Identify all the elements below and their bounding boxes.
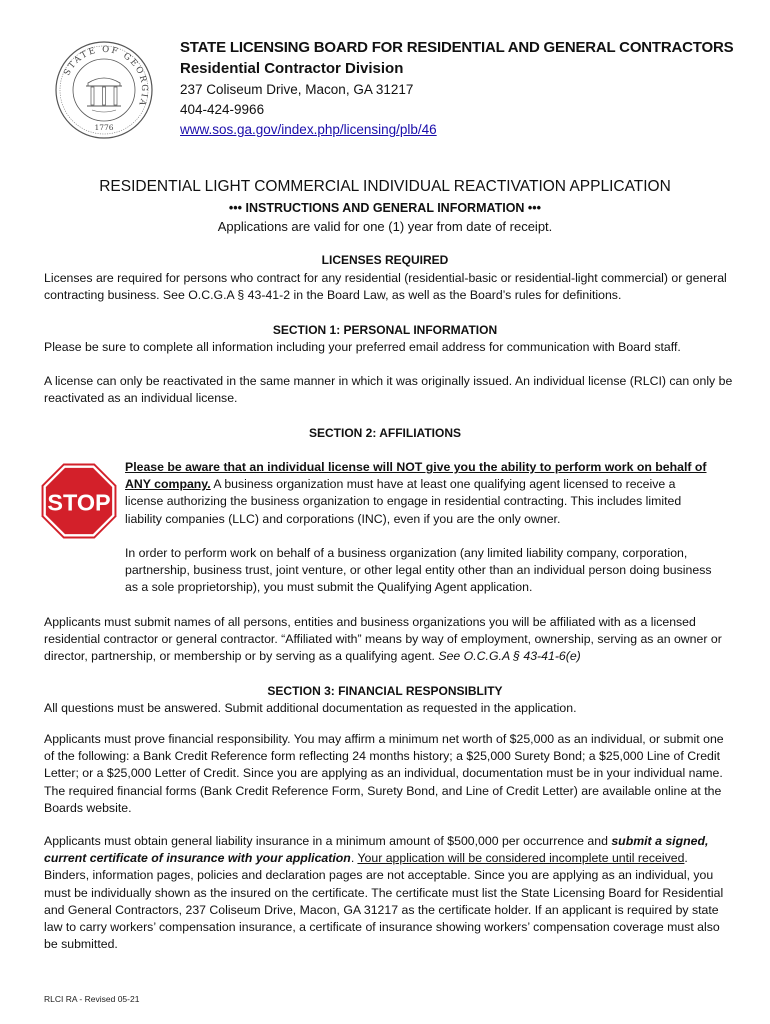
insurance-text-a: Applicants must obtain general liability insurance in a minimum amount of $500,000 per occurrence and <box>44 834 612 848</box>
instructions-heading: ••• INSTRUCTIONS AND GENERAL INFORMATION ••• <box>228 201 542 215</box>
licenses-required-text: Licenses are required for persons who contract for any residential (residential-basic or residential-light commercial) or general contracting business. See O.C.G.A § 43-41-2 in the Board Law, as well as the Board’s rules for definitions. <box>44 271 727 303</box>
letterhead <box>180 38 760 140</box>
stop-sign-text: STOP <box>47 489 111 516</box>
section3-paragraph-3 <box>44 833 734 953</box>
affiliations-text: Applicants must submit names of all persons, entities and business organizations you will be affiliated with as a licensed residential contractor or general contractor. “Affiliated with” means by way of employment, ownership, serving as an owner or director, partnership, or membership or by serving as a qualifying agent. <box>44 615 722 664</box>
insurance-text-e: . Binders, information pages, policies and declaration pages are not acceptable. Since you are applying as an individual, you must be individually shown as the insured on the certificate. The certificate must list the State Licensing Board for Residential and General Contractors, 237 Coliseum Drive, Macon, GA 31217 as the certificate holder. If an applicant is required by state law to carry workers’ compensation insurance, a certificate of insurance showing workers’ compensation coverage must also be submitted. <box>44 851 724 952</box>
section3-paragraph-2: Applicants must prove financial responsibility. You may affirm a minimum net worth of $25,000 as an individual, or submit one of the following: a Bank Credit Reference form reflecting 24 months history; a $25,000 Surety Bond; a $25,000 Line of Credit Letter; or a $25,000 Letter of Credit. Since you are applying as an individual, documentation must be in your individual name. The required financial forms (Bank Credit Reference Form, Surety Bond, and Line of Credit Letter) are available online at the Boards website. <box>44 732 724 815</box>
insurance-requirement-emphasis: submit a signed, current certificate of insurance with your application <box>44 834 709 866</box>
section1-heading: SECTION 1: PERSONAL INFORMATION <box>272 323 498 337</box>
insurance-text-c: . <box>350 851 358 866</box>
warning-body-text: A business organization must have at least one qualifying agent licensed to receive a license authorizing the business organization to engage in residential contracting. This includes limited liability companies (LLC) and corporations (INC), even if you are the only owner. <box>125 477 682 526</box>
section1-paragraph-1: Please be sure to complete all information including your preferred email address for communication with Board staff. <box>44 340 681 354</box>
incomplete-warning-underlined: Your application will be considered incomplete until received <box>357 851 685 866</box>
board-website-link[interactable]: www.sos.ga.gov/index.php/licensing/plb/46 <box>180 122 437 137</box>
page-title: RESIDENTIAL LIGHT COMMERCIAL INDIVIDUAL REACTIVATION APPLICATION <box>99 178 671 195</box>
board-address: 237 Coliseum Drive, Macon, GA 31217 <box>180 82 414 97</box>
georgia-state-seal-icon <box>54 40 154 140</box>
board-name: STATE LICENSING BOARD FOR RESIDENTIAL AND GENERAL CONTRACTORS <box>180 39 734 56</box>
individual-license-warning <box>125 459 715 528</box>
business-organization-note: In order to perform work on behalf of a business organization (any limited liability company, corporation, partnership, business trust, joint venture, or other legal entity other than an individual person doing business as a sole proprietorship), you must submit the Qualifying Agent application. <box>125 546 712 595</box>
board-phone: 404-424-9966 <box>180 102 265 117</box>
section3-paragraph-1: All questions must be answered. Submit additional documentation as requested in the application. <box>44 701 577 715</box>
licenses-required-heading: LICENSES REQUIRED <box>321 253 449 267</box>
affiliations-reference: See O.C.G.A § 43-41-6(e) <box>438 649 581 664</box>
section3-heading: SECTION 3: FINANCIAL RESPONSIBLITY <box>267 684 503 698</box>
section2-heading: SECTION 2: AFFILIATIONS <box>309 426 461 440</box>
validity-note: Applications are valid for one (1) year from date of receipt. <box>217 219 553 234</box>
seal-year: 1776 <box>94 123 114 132</box>
section1-paragraph-2: A license can only be reactivated in the same manner in which it was originally issued. An individual license (RLCI) can only be reactivated as an individual license. <box>44 374 733 406</box>
form-footer: RLCI RA - Revised 05-21 <box>44 994 140 1004</box>
affiliations-paragraph <box>44 614 734 666</box>
division-name: Residential Contractor Division <box>180 60 404 77</box>
stop-sign-icon <box>40 462 118 540</box>
seal-ring-text: STATE OF GEORGIA <box>62 44 150 109</box>
warning-bold-text: Please be aware that an individual license will NOT give you the ability to perform work on behalf of ANY company. <box>125 460 707 492</box>
